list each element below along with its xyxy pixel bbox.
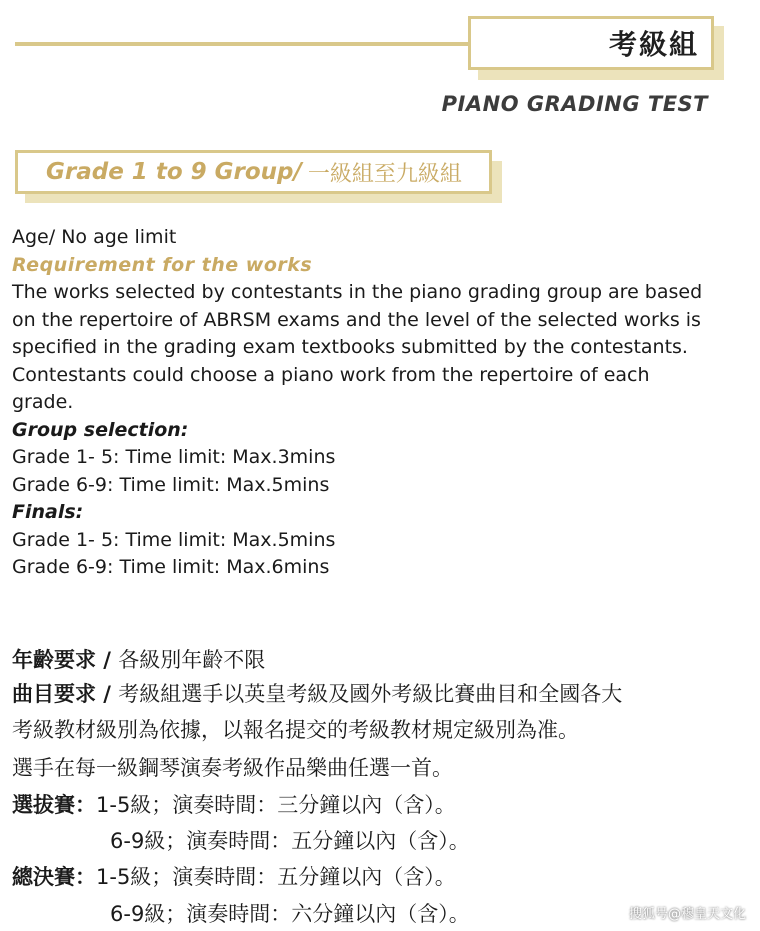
zh-selection-label: 選拔賽： <box>12 793 96 817</box>
zh-req-text: 考級組選手以英皇考級及國外考級比賽曲目和全國各大 <box>118 682 623 706</box>
zh-requirement-line <box>12 678 622 708</box>
requirement-line: on the repertoire of ABRSM exams and the level of the selected works is <box>12 308 701 331</box>
requirement-line: specified in the grading exam textbooks submitted by the contestants. <box>12 336 688 358</box>
section-title-en: Grade 1 to 9 Group/ <box>46 159 302 185</box>
zh-finals-line <box>12 861 456 891</box>
finals-item: Grade 6-9: Time limit: Max.6mins <box>12 556 330 578</box>
page-title: 考級組 <box>608 28 699 61</box>
requirement-line: Contestants could choose a piano work from the repertoire of each <box>12 363 650 386</box>
zh-selection-line <box>12 789 456 819</box>
requirement-line: The works selected by contestants in the piano grading group are based <box>12 281 703 303</box>
group-selection-heading: Group selection: <box>12 418 189 441</box>
zh-req-label: 曲目要求 / <box>12 682 119 706</box>
zh-selection-1: 1-5級；演奏時間：三分鐘以內（含）。 <box>96 793 456 817</box>
zh-finals-label: 總決賽： <box>12 865 96 889</box>
header-rule <box>15 42 471 46</box>
zh-age-text: 各級別年齡不限 <box>118 648 266 672</box>
watermark: 搜狐号@穆皇天文化 <box>628 907 746 922</box>
group-selection-item: Grade 1- 5: Time limit: Max.3mins <box>12 446 336 468</box>
zh-age-label: 年齡要求 / <box>12 648 119 672</box>
zh-requirement-line-2: 考級教材級別為依據，以報名提交的考級教材規定級別為准。 <box>12 718 579 742</box>
section-heading <box>15 150 492 194</box>
zh-requirement-line-3: 選手在每一級鋼琴演奏考級作品樂曲任選一首。 <box>12 756 453 780</box>
zh-finals-2: 6-9級；演奏時間：六分鐘以內（含）。 <box>110 902 470 926</box>
page-subtitle: PIANO GRADING TEST <box>441 92 708 116</box>
zh-age-line <box>12 644 265 674</box>
english-details <box>12 224 747 582</box>
section-title-zh: 一級組至九級組 <box>307 161 462 187</box>
requirement-line: grade. <box>12 391 74 413</box>
finals-heading: Finals: <box>12 501 84 523</box>
finals-item: Grade 1- 5: Time limit: Max.5mins <box>12 528 336 551</box>
age-line: Age/ No age limit <box>12 226 177 248</box>
group-selection-item: Grade 6-9: Time limit: Max.5mins <box>12 473 330 496</box>
zh-selection-2: 6-9級；演奏時間：五分鐘以內（含）。 <box>110 829 470 853</box>
title-box <box>468 16 714 70</box>
requirement-heading: Requirement for the works <box>12 253 313 276</box>
zh-finals-1: 1-5級；演奏時間：五分鐘以內（含）。 <box>96 865 456 889</box>
